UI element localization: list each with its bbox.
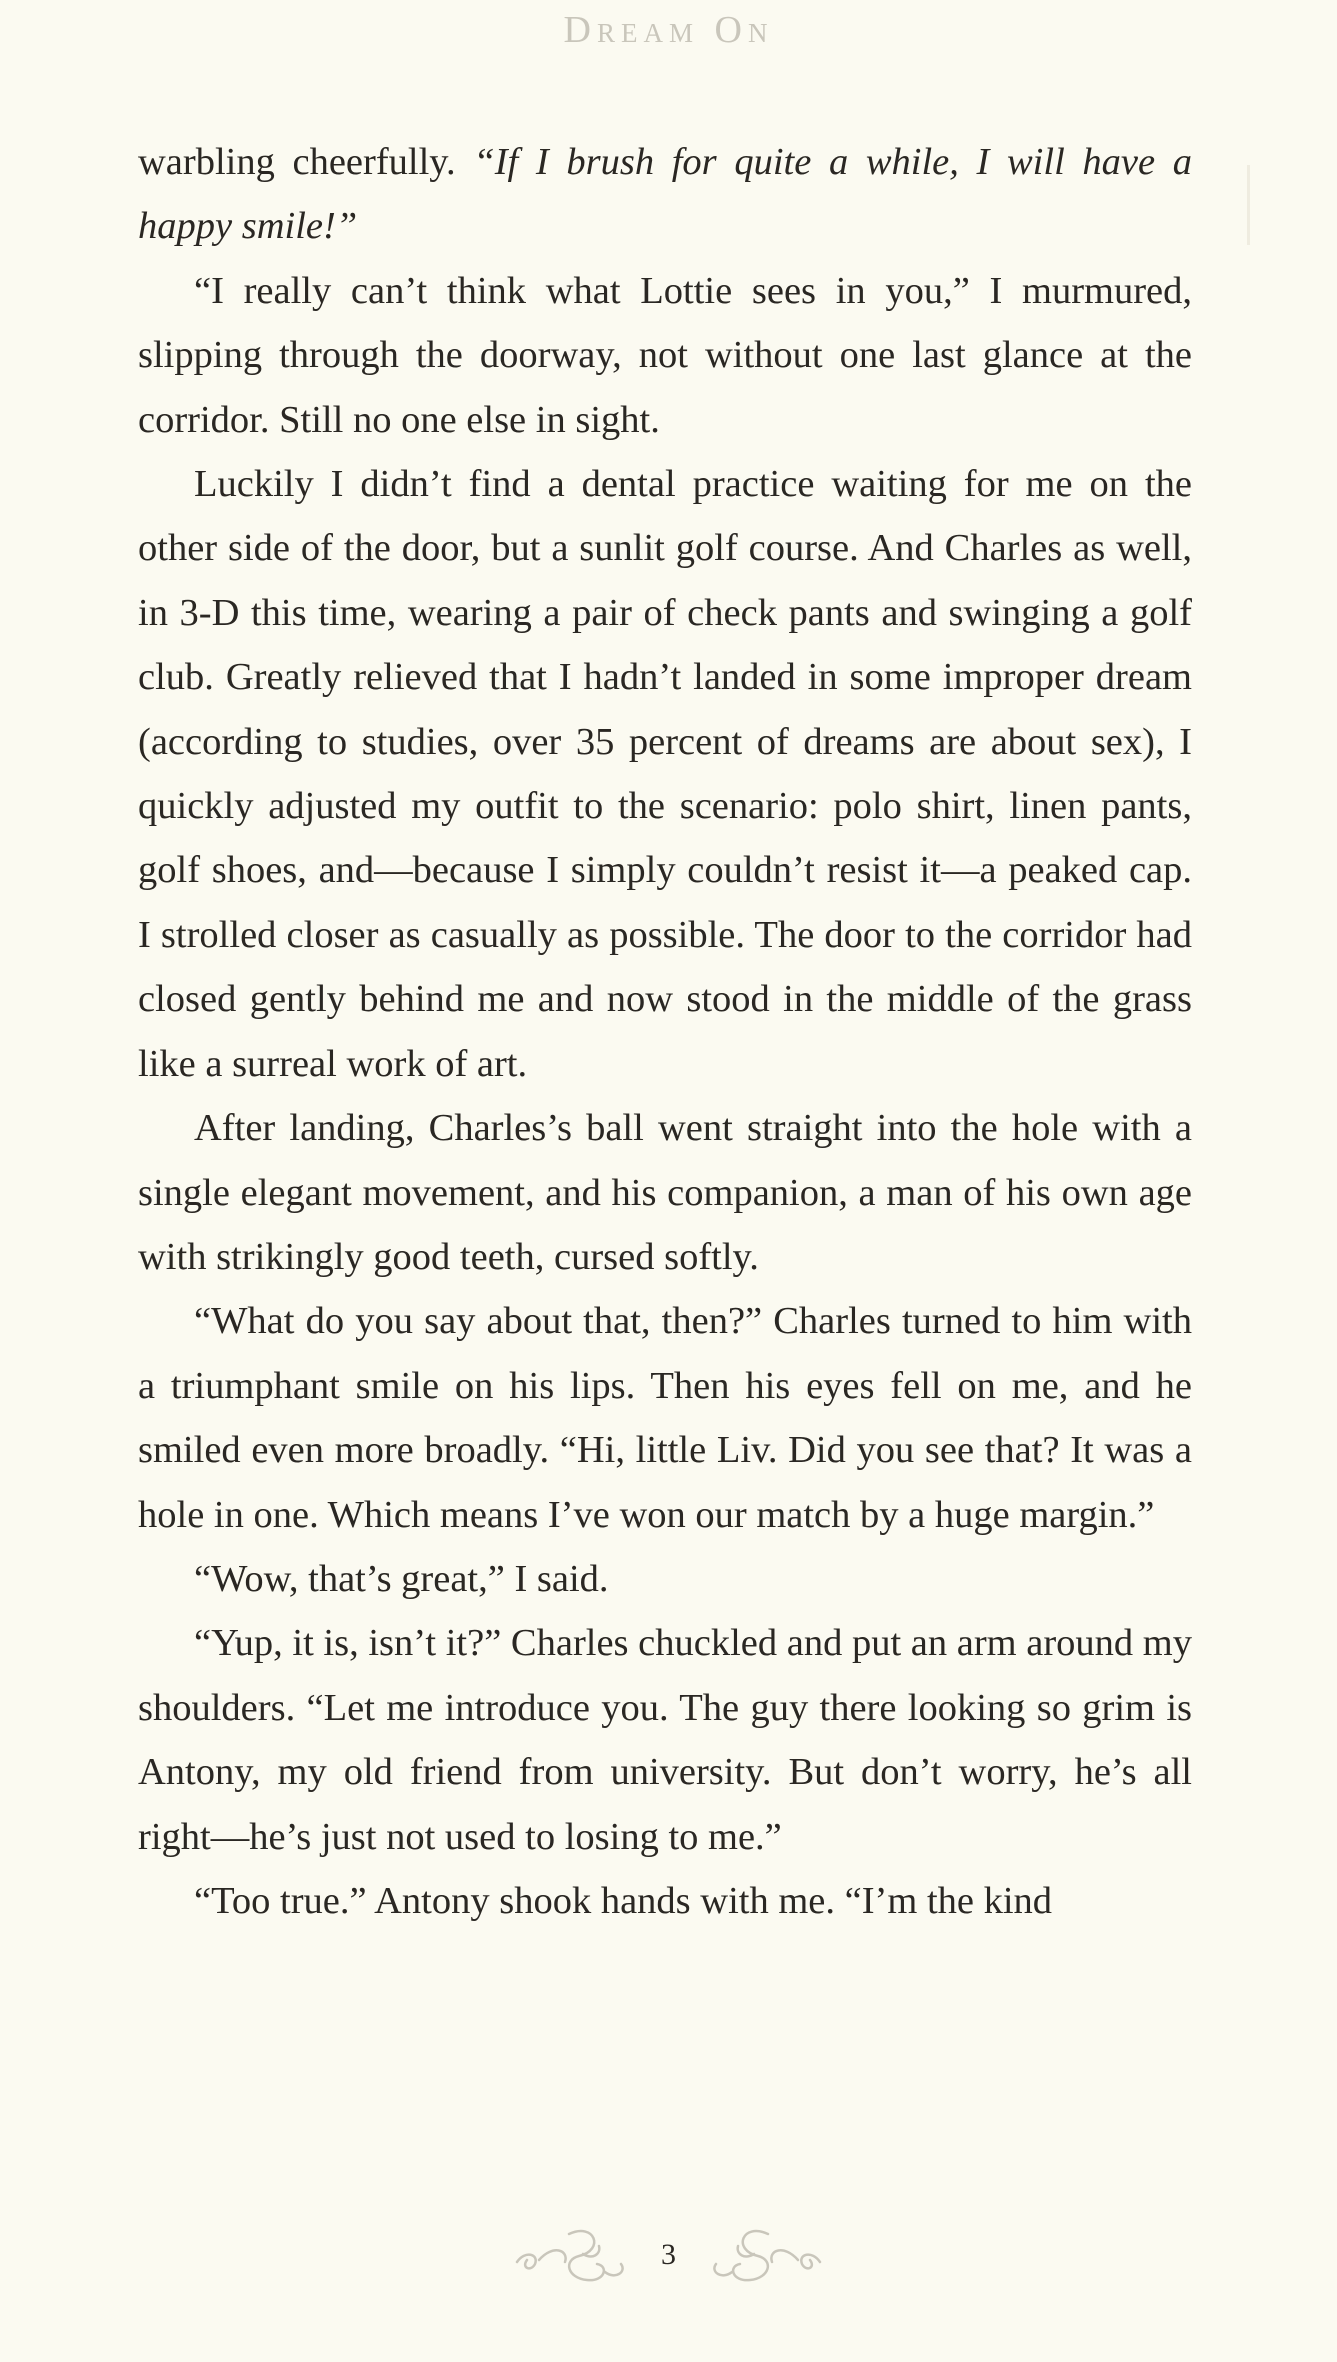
running-head: Dream On — [563, 9, 774, 51]
paragraph-continued — [138, 130, 1192, 259]
folio — [0, 2220, 1337, 2290]
right-flourish-icon — [698, 2220, 828, 2290]
paragraph: “Wow, that’s great,” I said. — [194, 1557, 609, 1600]
body-text — [138, 130, 1192, 1933]
left-flourish-icon — [509, 2220, 639, 2290]
paragraph: After landing, Charles’s ball went straight into the hole with a single elegant movement, and his companion, a man of his own age with strikingly good teeth, cursed softly. — [138, 1107, 1192, 1278]
italic-song-line: “If I brush for quite a while, I will have a happy smile!” — [138, 141, 1192, 248]
paragraph: “I really can’t think what Lottie sees in you,” I murmured, slipping through the doorway, not without one last glance at the corridor. Still no one else in sight. — [138, 269, 1192, 441]
paragraph-text: warbling cheerfully. — [138, 141, 474, 183]
paragraph: “What do you say about that, then?” Charles turned to him with a triumphant smile on his lips. Then his eyes fell on me, and he smiled even more broadly. “Hi, little Liv. Did you see that? It was a hole in one. Which means I’ve won our match by a huge margin.” — [138, 1300, 1192, 1536]
page-number: 3 — [661, 2238, 676, 2271]
paragraph: “Too true.” Antony shook hands with me. “I’m the kind — [194, 1879, 1053, 1922]
paragraph: Luckily I didn’t find a dental practice waiting for me on the other side of the door, but a sunlit golf course. And Charles as well, in 3-D this time, wearing a pair of check pants and swinging a golf club. Greatly relieved that I hadn’t landed in some improper dream (according to studies, over 35 percent of dreams are about sex), I quickly adjusted my outfit to the scenario: polo shirt, linen pants, golf shoes, and—because I simply couldn’t resist it—a peaked cap. I strolled closer as casually as possible. The door to the corridor had closed gently behind me and now stood in the middle of the grass like a surreal work of art. — [138, 463, 1192, 1085]
page-edge-mark — [1247, 165, 1250, 245]
paragraph: “Yup, it is, isn’t it?” Charles chuckled and put an arm around my shoulders. “Let me introduce you. The guy there looking so grim is Antony, my old friend from university. But don’t worry, he’s all right—he’s just not used to losing to me.” — [138, 1622, 1192, 1858]
